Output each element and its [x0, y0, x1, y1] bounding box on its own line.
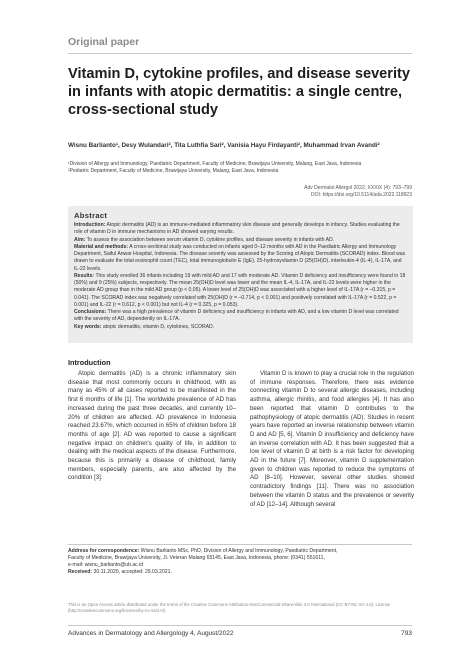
correspondence-text: Wisnu Barlianto MSc, PhD, Division of Allergy and Immunology, Paediatric Department, — [140, 548, 338, 554]
text: atopic dermatitis, vitamin D, cytokines, SCORAD. — [102, 323, 215, 330]
affiliation-2: ²Pediatric Department, Faculty of Medicine, Brawijaya University, Malang, East Java, Indonesia — [68, 168, 279, 175]
correspondence-email[interactable]: e-mail: wisnu_barlianto@ub.ac.id — [68, 562, 144, 569]
abstract-conclusions — [74, 309, 407, 324]
text: Atopic dermatitis (AD) is an immune-mediated inflammatory skin disease and generally develops in infancy. Studies evaluating the role of vitamin D in immune mechanisms in AD showed varying results. — [74, 222, 400, 236]
received-dates: 30.11.2020, accepted: 29.03.2021. — [93, 569, 172, 576]
label: Introduction: — [74, 222, 106, 228]
correspondence-label: Address for correspondence: — [68, 548, 140, 554]
footer-divider — [68, 625, 412, 626]
journal-footer: Advances in Dermatology and Allergology 4, August/2022 — [68, 630, 234, 637]
citation-meta — [304, 185, 412, 200]
citation-line: Adv Dermatol Allergol 2022; XXXIX (4): 793–799 — [304, 185, 412, 191]
abstract-aim — [74, 237, 407, 244]
page-number: 793 — [401, 630, 412, 637]
text: There was a high prevalence of vitamin D deficiency and insufficiency in infants with AD, and a low vitamin D level was correlated with the severity of AD, dependently on IL-17A. — [74, 309, 399, 323]
article-title: Vitamin D, cytokine profiles, and disease severity in infants with atopic dermatitis: a single centre, cross-sectional study — [68, 66, 411, 118]
introduction-heading: Introduction — [68, 358, 111, 367]
body-column-right: Vitamin D is known to play a crucial role in the regulation of immune responses. Therefore, there was evidence connecting vitamin D to several allergic diseases, including asthma, allergic rhinitis, and food allergies [4]. It has also been reported that vitamin D contributes to the pathophysiology of atopic dermatitis (AD). Studies in recent years have reported an inverse relationship between vitamin D and AD [5, 6]. Vitamin D insufficiency and deficiency have an inverse correlation with AD. It has been suggested that a low level of vitamin D at birth is a risk factor for developing AD in the future [7]. Moreover, vitamin D supplementation given to children was reported to reduce the symptoms of AD [8–10]. However, several other studies showed contradictory findings [11]. There was no association between the vitamin D status and the prevalence or severity of AD [12–14]. Although several — [250, 370, 414, 508]
text: A cross-sectional study was conducted on infants aged 0–12 months with AD in the Paediatric Allergy and Immunology Department, Saiful Anwar Hospital, Indonesia. The disease severity was assessed by the Scoring of Atopic Dermatitis (SCORAD) index. Blood was drawn to evaluate the total eosinophil count (TEC), total immunoglobulin E (IgE), 25-hydroxyvitamin D (25(OH)D), interleukin-4 (IL-4), IL-17A, and IL-22 levels. — [74, 243, 406, 272]
abstract-heading: Abstract — [74, 211, 108, 220]
received-label: Received: — [68, 569, 93, 576]
header-divider — [68, 53, 412, 54]
abstract-methods — [74, 244, 407, 273]
body-column-left: Atopic dermatitis (AD) is a chronic inflammatory skin disease that most commonly occurs in childhood, with as many as 45% of all cases reported to be manifested in the first 6 months of life [1]. The worldwide prevalence of AD has increased during the past three decades, and currently 10–20% of children are affected. AD prevalence in Indonesia reached 23.67%, which occurred in 65% of children before 18 months of age [2]. AD was reported to cause a significant negative impact on children's quality of life, in addition to dealing with the medical aspects of the disease. Furthermore, because this is primarily a disease of childhood, family members, especially parents, are also affected by the condition [3]. — [68, 370, 236, 482]
text: This study enrolled 36 infants including 19 with mild AD and 17 with moderate AD. Vitamin D deficiency and insufficiency were found in 18 (50%) and 9 (25%) subjects, respectively. The mean 25(OH)D level was lower and the mean IL-4, IL-17A, and IL-22 levels were higher in the moderate AD group than in the mild AD group (p < 0.05). A lower level of 25(OH)D was associated with a higher level of IL-17A (r = –0.315, p = 0.041). The SCORAD index was negatively correlated with 25(OH)D (r = –0.714, p < 0.001) and positively correlated with IL-17A (r = 0.522, p = 0.001) and IL-22 (r = 0.612, p < 0.001) but not IL-4 (r = 0.325, p = 0.053). — [74, 272, 406, 308]
correspondence-line — [68, 548, 413, 555]
label: Conclusions: — [74, 309, 107, 315]
correspondence-block — [68, 548, 413, 576]
correspondence-divider — [68, 544, 412, 545]
author-list: Wisnu Barlianto¹, Desy Wulandari², Tita Luthfia Sari², Vanisia Hayu Firdayanti², Muhammad Irvan Avandi² — [68, 142, 380, 149]
doi-link[interactable]: DOI: https://doi.org/10.5114/ada.2022.118923 — [310, 192, 412, 199]
label: Results: — [74, 272, 95, 279]
abstract-keywords — [74, 324, 407, 331]
label: Key words: — [74, 323, 102, 330]
paper-type-label: Original paper — [68, 36, 140, 48]
affiliations — [68, 161, 413, 176]
label: Aim: — [74, 236, 86, 243]
abstract-introduction — [74, 222, 407, 237]
label: Material and methods: — [74, 243, 129, 250]
abstract-results — [74, 273, 407, 309]
received-line — [68, 569, 413, 576]
abstract-box — [68, 206, 413, 343]
correspondence-line: Faculty of Medicine, Brawijaya University, Jl. Veteran Malang 65145, East Java, Indonesia, phone: (0341) 551611, — [68, 555, 325, 562]
affiliation-1: ¹Division of Allergy and Immunology, Paediatric Department, Faculty of Medicine, Brawijaya University, Malang, East Java, Indonesia — [68, 161, 362, 167]
text: To assess the association between serum vitamin D, cytokine profiles, and disease severity in infants with AD. — [86, 236, 335, 243]
license-notice: This is an Open Access article distributed under the terms of the Creative Commons Attribution-NonCommercial-ShareAlike 4.0 International (CC BY-NC-SA 4.0). License (http://creativecommons.org/licenses/by-nc-sa/4.0/) — [68, 602, 391, 613]
